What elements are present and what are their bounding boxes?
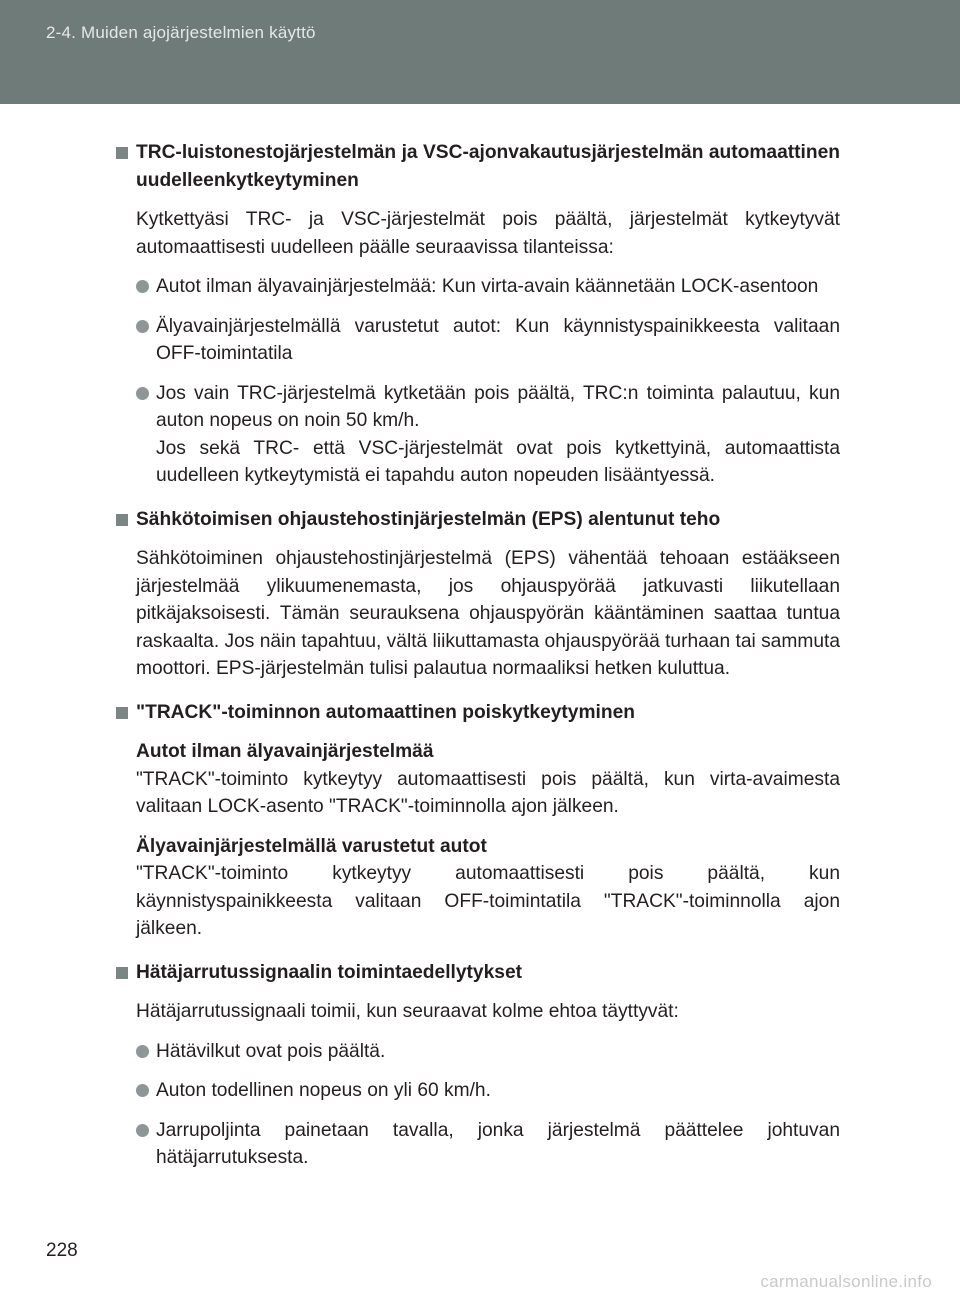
circle-bullet-icon bbox=[136, 1045, 149, 1058]
circle-bullet-icon bbox=[136, 280, 149, 293]
section-paragraph: Sähkötoiminen ohjaustehostinjärjestelmä (EPS) vähentää tehoaan estääkseen järjestelmää ylikuumenemasta, jos ohjauspyörää jatkuvasti liikutellaan pitkäjaksoisesti. Tämän seurauksena ohjauspyörän kääntäminen saattaa tuntua raskaalta. Jos näin tapahtuu, vältä liikuttamasta ohjauspyörää turhaan tai sammuta moottori. EPS-järjestelmän tulisi palautua normaaliksi hetken kuluttua. bbox=[136, 548, 840, 679]
list-item: Autot ilman älyavainjärjestelmää: Kun virta-avain käännetään LOCK-asentoon bbox=[116, 273, 840, 301]
page-number: 228 bbox=[46, 1240, 78, 1261]
section-paragraph: Kytkettyäsi TRC- ja VSC-järjestelmät pois päältä, järjestelmät kytkeytyvät automaattisesti uudelleen päälle seuraavissa tilanteissa: bbox=[136, 209, 840, 258]
list-item-note: Jos sekä TRC- että VSC-järjestelmät ovat pois kytkettyinä, automaattista uudelleen kytkeytymistä ei tapahdu auton nopeuden lisääntyessä. bbox=[156, 437, 840, 486]
section-heading: "TRACK"-toiminnon automaattinen poiskytkeytyminen bbox=[116, 699, 840, 727]
section-emergency-brake-signal bbox=[116, 959, 840, 1172]
list-item: Hätävilkut ovat pois päältä. bbox=[116, 1038, 840, 1066]
circle-bullet-icon bbox=[136, 320, 149, 333]
section-heading: TRC-luistonestojärjestelmän ja VSC-ajonvakautusjärjestelmän automaattinen uudelleenkytkeytyminen bbox=[116, 139, 840, 194]
list-item: Jos vain TRC-järjestelmä kytketään pois päältä, TRC:n toiminta palautuu, kun auton nopeus on noin 50 km/h. Jos sekä TRC- että VSC-järjestelmät ovat pois kytkettyinä, automaattista uudelleen kytkeytymistä ei tapahdu auton nopeuden lisääntyessä. bbox=[116, 380, 840, 490]
subsection-body: "TRACK"-toiminto kytkeytyy automaattisesti pois päältä, kun virta-avaimesta valitaan LOCK-asento "TRACK"-toiminnolla ajon jälkeen. bbox=[136, 768, 840, 817]
circle-bullet-icon bbox=[136, 1124, 149, 1137]
chapter-title: 2-4. Muiden ajojärjestelmien käyttö bbox=[46, 23, 316, 42]
section-paragraph: Hätäjarrutussignaali toimii, kun seuraavat kolme ehtoa täyttyvät: bbox=[136, 1001, 679, 1022]
list-item: Auton todellinen nopeus on yli 60 km/h. bbox=[116, 1077, 840, 1105]
watermark: carmanualsonline.info bbox=[760, 1272, 932, 1291]
square-bullet-icon bbox=[116, 147, 128, 159]
square-bullet-icon bbox=[116, 514, 128, 526]
square-bullet-icon bbox=[116, 967, 128, 979]
circle-bullet-icon bbox=[136, 1084, 149, 1097]
list-item: Jarrupoljinta painetaan tavalla, jonka järjestelmä päättelee johtuvan hätäjarrutuksesta. bbox=[116, 1117, 840, 1172]
circle-bullet-icon bbox=[136, 387, 149, 400]
header-bar bbox=[0, 0, 960, 104]
subsection bbox=[116, 833, 840, 943]
section-eps bbox=[116, 506, 840, 683]
square-bullet-icon bbox=[116, 707, 128, 719]
subsection-body: "TRACK"-toiminto kytkeytyy automaattisesti pois päältä, kun käynnistyspainikkeesta valitaan OFF-toimintatila "TRACK"-toiminnolla ajon jälkeen. bbox=[136, 863, 840, 939]
page-content bbox=[116, 139, 840, 1188]
section-heading: Sähkötoimisen ohjaustehostinjärjestelmän (EPS) alentunut teho bbox=[116, 506, 840, 534]
subsection bbox=[116, 738, 840, 821]
list-item: Älyavainjärjestelmällä varustetut autot: Kun käynnistyspainikkeesta valitaan OFF-toimintatila bbox=[116, 313, 840, 368]
section-heading: Hätäjarrutussignaalin toimintaedellytykset bbox=[116, 959, 840, 987]
subsection-heading: Autot ilman älyavainjärjestelmää bbox=[136, 741, 434, 762]
section-trc-vsc bbox=[116, 139, 840, 490]
subsection-heading: Älyavainjärjestelmällä varustetut autot bbox=[136, 835, 487, 857]
section-track bbox=[116, 699, 840, 943]
